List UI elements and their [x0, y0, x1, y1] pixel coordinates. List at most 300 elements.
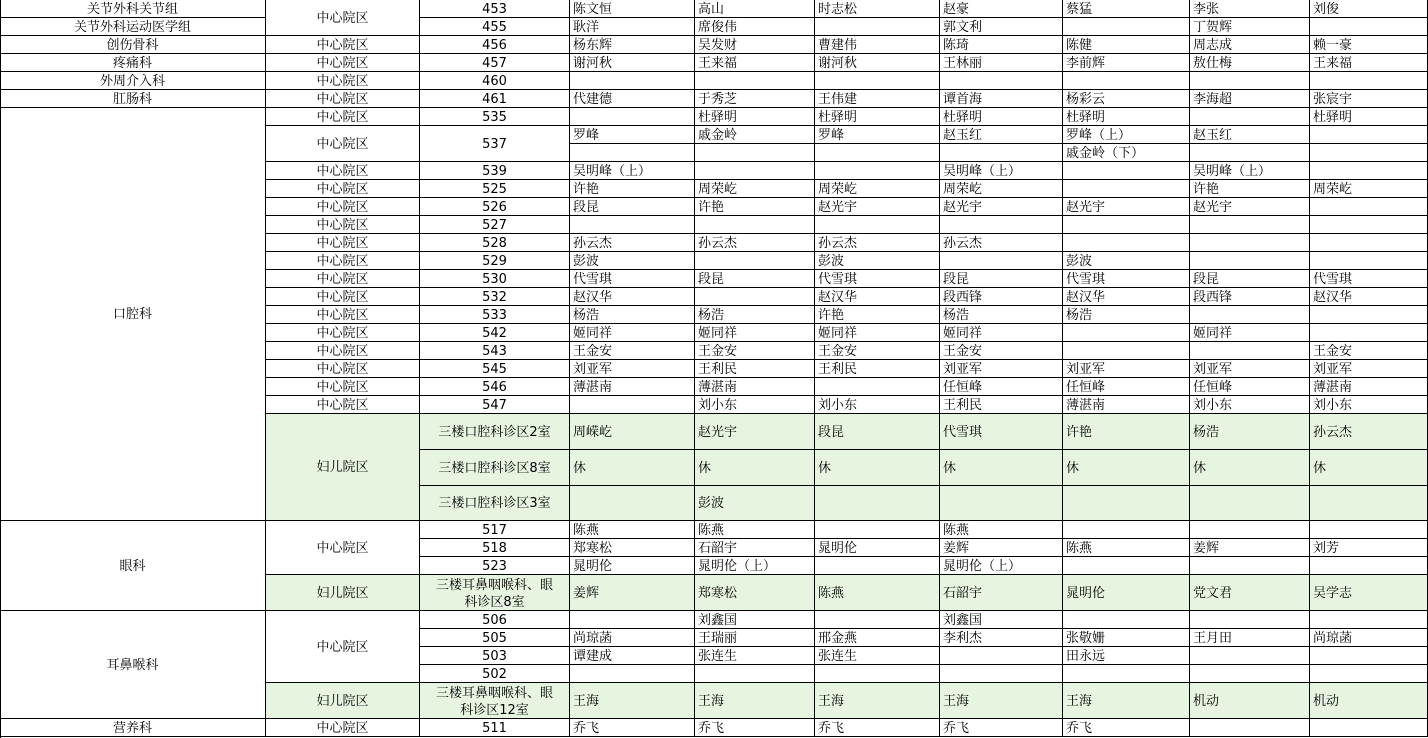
department-cell[interactable]	[0, 90, 266, 108]
doctor-cell[interactable]	[1310, 108, 1428, 126]
doctor-cell[interactable]	[1190, 360, 1310, 378]
doctor-cell[interactable]	[940, 108, 1063, 126]
campus-cell[interactable]	[266, 0, 420, 36]
doctor-cell[interactable]	[570, 521, 695, 539]
doctor-cell[interactable]	[1063, 378, 1190, 396]
doctor-cell[interactable]	[1063, 575, 1190, 611]
doctor-cell[interactable]	[695, 360, 815, 378]
doctor-cell[interactable]	[695, 126, 815, 144]
doctor-cell[interactable]	[1190, 234, 1310, 252]
campus-cell[interactable]	[266, 575, 420, 611]
doctor-cell[interactable]	[940, 234, 1063, 252]
doctor-cell[interactable]	[1310, 611, 1428, 629]
doctor-cell[interactable]	[695, 342, 815, 360]
room-cell[interactable]	[420, 665, 570, 683]
doctor-cell[interactable]	[1310, 719, 1428, 737]
doctor-cell[interactable]	[1190, 324, 1310, 342]
doctor-cell[interactable]	[695, 557, 815, 575]
doctor-cell[interactable]	[815, 234, 940, 252]
doctor-cell[interactable]	[1063, 521, 1190, 539]
doctor-cell[interactable]	[1190, 36, 1310, 54]
doctor-cell[interactable]	[1190, 126, 1310, 144]
doctor-cell[interactable]	[1190, 0, 1310, 18]
doctor-cell[interactable]	[570, 539, 695, 557]
doctor-cell[interactable]	[1310, 629, 1428, 647]
department-cell[interactable]	[0, 54, 266, 72]
doctor-cell[interactable]	[695, 270, 815, 288]
doctor-cell[interactable]	[1190, 144, 1310, 162]
doctor-cell[interactable]	[815, 108, 940, 126]
room-cell[interactable]	[420, 54, 570, 72]
doctor-cell[interactable]	[1063, 342, 1190, 360]
doctor-cell[interactable]	[1063, 72, 1190, 90]
doctor-cell[interactable]	[940, 54, 1063, 72]
department-cell[interactable]	[0, 72, 266, 90]
doctor-cell[interactable]	[815, 629, 940, 647]
doctor-cell[interactable]	[570, 126, 695, 144]
doctor-cell[interactable]	[1063, 683, 1190, 719]
doctor-cell[interactable]	[1063, 54, 1190, 72]
doctor-cell[interactable]	[570, 324, 695, 342]
doctor-cell[interactable]	[815, 90, 940, 108]
doctor-cell[interactable]	[1310, 306, 1428, 324]
doctor-cell[interactable]	[940, 486, 1063, 521]
doctor-cell[interactable]	[815, 611, 940, 629]
doctor-cell[interactable]	[570, 144, 695, 162]
department-cell[interactable]	[0, 18, 266, 36]
doctor-cell[interactable]	[1190, 270, 1310, 288]
doctor-cell[interactable]	[815, 575, 940, 611]
doctor-cell[interactable]	[940, 0, 1063, 18]
room-cell[interactable]	[420, 270, 570, 288]
doctor-cell[interactable]	[570, 108, 695, 126]
doctor-cell[interactable]	[570, 0, 695, 18]
campus-cell[interactable]	[266, 719, 420, 737]
doctor-cell[interactable]	[570, 198, 695, 216]
room-cell[interactable]	[420, 647, 570, 665]
doctor-cell[interactable]	[1190, 108, 1310, 126]
doctor-cell[interactable]	[570, 18, 695, 36]
doctor-cell[interactable]	[1063, 665, 1190, 683]
department-cell[interactable]	[0, 521, 266, 611]
doctor-cell[interactable]	[695, 54, 815, 72]
doctor-cell[interactable]	[695, 180, 815, 198]
doctor-cell[interactable]	[1063, 162, 1190, 180]
doctor-cell[interactable]	[1190, 575, 1310, 611]
doctor-cell[interactable]	[1310, 288, 1428, 306]
doctor-cell[interactable]	[1063, 18, 1190, 36]
doctor-cell[interactable]	[1063, 629, 1190, 647]
doctor-cell[interactable]	[570, 252, 695, 270]
doctor-cell[interactable]	[1310, 0, 1428, 18]
campus-cell[interactable]	[266, 360, 420, 378]
doctor-cell[interactable]	[815, 216, 940, 234]
doctor-cell[interactable]	[940, 252, 1063, 270]
campus-cell[interactable]	[266, 306, 420, 324]
doctor-cell[interactable]	[1190, 198, 1310, 216]
room-cell[interactable]	[420, 324, 570, 342]
doctor-cell[interactable]	[695, 575, 815, 611]
doctor-cell[interactable]	[1310, 539, 1428, 557]
room-cell[interactable]	[420, 90, 570, 108]
doctor-cell[interactable]	[1310, 54, 1428, 72]
doctor-cell[interactable]	[940, 342, 1063, 360]
campus-cell[interactable]	[266, 378, 420, 396]
doctor-cell[interactable]	[695, 18, 815, 36]
doctor-cell[interactable]	[1063, 180, 1190, 198]
doctor-cell[interactable]	[695, 486, 815, 521]
doctor-cell[interactable]	[695, 36, 815, 54]
doctor-cell[interactable]	[695, 0, 815, 18]
doctor-cell[interactable]	[815, 450, 940, 486]
doctor-cell[interactable]	[940, 557, 1063, 575]
doctor-cell[interactable]	[1310, 665, 1428, 683]
doctor-cell[interactable]	[1063, 557, 1190, 575]
room-cell[interactable]	[420, 216, 570, 234]
doctor-cell[interactable]	[570, 342, 695, 360]
campus-cell[interactable]	[266, 252, 420, 270]
doctor-cell[interactable]	[1310, 414, 1428, 450]
campus-cell[interactable]	[266, 72, 420, 90]
room-cell[interactable]	[420, 234, 570, 252]
doctor-cell[interactable]	[695, 450, 815, 486]
doctor-cell[interactable]	[570, 683, 695, 719]
doctor-cell[interactable]	[1063, 270, 1190, 288]
campus-cell[interactable]	[266, 126, 420, 162]
doctor-cell[interactable]	[1310, 647, 1428, 665]
doctor-cell[interactable]	[570, 575, 695, 611]
doctor-cell[interactable]	[1310, 378, 1428, 396]
doctor-cell[interactable]	[1190, 557, 1310, 575]
room-cell[interactable]	[420, 72, 570, 90]
doctor-cell[interactable]	[940, 144, 1063, 162]
doctor-cell[interactable]	[940, 378, 1063, 396]
doctor-cell[interactable]	[570, 629, 695, 647]
doctor-cell[interactable]	[940, 36, 1063, 54]
doctor-cell[interactable]	[1190, 450, 1310, 486]
doctor-cell[interactable]	[1190, 539, 1310, 557]
doctor-cell[interactable]	[1310, 396, 1428, 414]
doctor-cell[interactable]	[940, 198, 1063, 216]
room-cell[interactable]	[420, 108, 570, 126]
doctor-cell[interactable]	[570, 36, 695, 54]
doctor-cell[interactable]	[1063, 450, 1190, 486]
doctor-cell[interactable]	[695, 629, 815, 647]
doctor-cell[interactable]	[815, 162, 940, 180]
doctor-cell[interactable]	[570, 450, 695, 486]
doctor-cell[interactable]	[1190, 342, 1310, 360]
doctor-cell[interactable]	[1310, 126, 1428, 144]
doctor-cell[interactable]	[1063, 288, 1190, 306]
doctor-cell[interactable]	[570, 378, 695, 396]
doctor-cell[interactable]	[570, 180, 695, 198]
room-cell[interactable]	[420, 629, 570, 647]
doctor-cell[interactable]	[1310, 683, 1428, 719]
doctor-cell[interactable]	[1190, 683, 1310, 719]
campus-cell[interactable]	[266, 324, 420, 342]
doctor-cell[interactable]	[1190, 396, 1310, 414]
doctor-cell[interactable]	[1190, 665, 1310, 683]
doctor-cell[interactable]	[1190, 180, 1310, 198]
doctor-cell[interactable]	[695, 252, 815, 270]
room-cell[interactable]	[420, 306, 570, 324]
campus-cell[interactable]	[266, 54, 420, 72]
room-cell[interactable]	[420, 36, 570, 54]
doctor-cell[interactable]	[695, 198, 815, 216]
doctor-cell[interactable]	[940, 180, 1063, 198]
doctor-cell[interactable]	[940, 414, 1063, 450]
campus-cell[interactable]	[266, 216, 420, 234]
doctor-cell[interactable]	[695, 396, 815, 414]
doctor-cell[interactable]	[940, 90, 1063, 108]
doctor-cell[interactable]	[1063, 126, 1190, 144]
doctor-cell[interactable]	[815, 683, 940, 719]
campus-cell[interactable]	[266, 414, 420, 521]
doctor-cell[interactable]	[695, 719, 815, 737]
doctor-cell[interactable]	[815, 198, 940, 216]
doctor-cell[interactable]	[1190, 414, 1310, 450]
doctor-cell[interactable]	[570, 270, 695, 288]
room-cell[interactable]	[420, 342, 570, 360]
room-cell[interactable]	[420, 719, 570, 737]
campus-cell[interactable]	[266, 683, 420, 719]
doctor-cell[interactable]	[1190, 647, 1310, 665]
doctor-cell[interactable]	[1063, 36, 1190, 54]
campus-cell[interactable]	[266, 198, 420, 216]
doctor-cell[interactable]	[815, 539, 940, 557]
campus-cell[interactable]	[266, 342, 420, 360]
doctor-cell[interactable]	[940, 396, 1063, 414]
doctor-cell[interactable]	[1190, 162, 1310, 180]
doctor-cell[interactable]	[695, 665, 815, 683]
doctor-cell[interactable]	[1190, 611, 1310, 629]
doctor-cell[interactable]	[815, 36, 940, 54]
doctor-cell[interactable]	[1190, 719, 1310, 737]
doctor-cell[interactable]	[695, 324, 815, 342]
doctor-cell[interactable]	[940, 324, 1063, 342]
room-cell[interactable]	[420, 575, 570, 611]
doctor-cell[interactable]	[1310, 180, 1428, 198]
doctor-cell[interactable]	[570, 216, 695, 234]
doctor-cell[interactable]	[940, 18, 1063, 36]
doctor-cell[interactable]	[1063, 414, 1190, 450]
doctor-cell[interactable]	[1063, 0, 1190, 18]
room-cell[interactable]	[420, 198, 570, 216]
doctor-cell[interactable]	[1310, 342, 1428, 360]
room-cell[interactable]	[420, 18, 570, 36]
campus-cell[interactable]	[266, 288, 420, 306]
doctor-cell[interactable]	[1310, 521, 1428, 539]
doctor-cell[interactable]	[815, 54, 940, 72]
doctor-cell[interactable]	[1310, 360, 1428, 378]
room-cell[interactable]	[420, 450, 570, 486]
doctor-cell[interactable]	[1310, 72, 1428, 90]
doctor-cell[interactable]	[815, 144, 940, 162]
campus-cell[interactable]	[266, 180, 420, 198]
doctor-cell[interactable]	[570, 486, 695, 521]
doctor-cell[interactable]	[815, 557, 940, 575]
doctor-cell[interactable]	[570, 162, 695, 180]
room-cell[interactable]	[420, 0, 570, 18]
doctor-cell[interactable]	[695, 144, 815, 162]
doctor-cell[interactable]	[940, 683, 1063, 719]
doctor-cell[interactable]	[1310, 252, 1428, 270]
doctor-cell[interactable]	[570, 414, 695, 450]
doctor-cell[interactable]	[695, 72, 815, 90]
doctor-cell[interactable]	[815, 396, 940, 414]
room-cell[interactable]	[420, 396, 570, 414]
doctor-cell[interactable]	[940, 719, 1063, 737]
doctor-cell[interactable]	[1190, 288, 1310, 306]
doctor-cell[interactable]	[695, 414, 815, 450]
doctor-cell[interactable]	[815, 288, 940, 306]
department-cell[interactable]	[0, 719, 266, 737]
doctor-cell[interactable]	[940, 665, 1063, 683]
doctor-cell[interactable]	[695, 234, 815, 252]
doctor-cell[interactable]	[570, 647, 695, 665]
doctor-cell[interactable]	[1063, 360, 1190, 378]
doctor-cell[interactable]	[815, 126, 940, 144]
doctor-cell[interactable]	[1310, 324, 1428, 342]
campus-cell[interactable]	[266, 521, 420, 575]
doctor-cell[interactable]	[1190, 252, 1310, 270]
doctor-cell[interactable]	[815, 378, 940, 396]
room-cell[interactable]	[420, 683, 570, 719]
doctor-cell[interactable]	[1310, 198, 1428, 216]
campus-cell[interactable]	[266, 36, 420, 54]
doctor-cell[interactable]	[815, 324, 940, 342]
doctor-cell[interactable]	[695, 378, 815, 396]
doctor-cell[interactable]	[1190, 90, 1310, 108]
room-cell[interactable]	[420, 486, 570, 521]
doctor-cell[interactable]	[1310, 486, 1428, 521]
doctor-cell[interactable]	[1310, 90, 1428, 108]
doctor-cell[interactable]	[940, 126, 1063, 144]
doctor-cell[interactable]	[1310, 216, 1428, 234]
doctor-cell[interactable]	[1063, 647, 1190, 665]
doctor-cell[interactable]	[1310, 144, 1428, 162]
doctor-cell[interactable]	[695, 521, 815, 539]
campus-cell[interactable]	[266, 162, 420, 180]
doctor-cell[interactable]	[1190, 378, 1310, 396]
doctor-cell[interactable]	[570, 611, 695, 629]
doctor-cell[interactable]	[1310, 36, 1428, 54]
room-cell[interactable]	[420, 539, 570, 557]
department-cell[interactable]	[0, 36, 266, 54]
department-cell[interactable]	[0, 108, 266, 521]
doctor-cell[interactable]	[695, 90, 815, 108]
room-cell[interactable]	[420, 557, 570, 575]
doctor-cell[interactable]	[1063, 198, 1190, 216]
doctor-cell[interactable]	[940, 288, 1063, 306]
doctor-cell[interactable]	[1063, 306, 1190, 324]
room-cell[interactable]	[420, 162, 570, 180]
doctor-cell[interactable]	[695, 306, 815, 324]
department-cell[interactable]	[0, 611, 266, 719]
doctor-cell[interactable]	[570, 72, 695, 90]
doctor-cell[interactable]	[570, 396, 695, 414]
doctor-cell[interactable]	[570, 360, 695, 378]
doctor-cell[interactable]	[1063, 324, 1190, 342]
doctor-cell[interactable]	[815, 180, 940, 198]
doctor-cell[interactable]	[940, 521, 1063, 539]
doctor-cell[interactable]	[1063, 396, 1190, 414]
doctor-cell[interactable]	[1063, 611, 1190, 629]
doctor-cell[interactable]	[940, 647, 1063, 665]
doctor-cell[interactable]	[815, 719, 940, 737]
campus-cell[interactable]	[266, 108, 420, 126]
doctor-cell[interactable]	[570, 557, 695, 575]
room-cell[interactable]	[420, 126, 570, 162]
doctor-cell[interactable]	[815, 486, 940, 521]
doctor-cell[interactable]	[940, 216, 1063, 234]
doctor-cell[interactable]	[940, 611, 1063, 629]
doctor-cell[interactable]	[570, 90, 695, 108]
doctor-cell[interactable]	[695, 288, 815, 306]
doctor-cell[interactable]	[815, 647, 940, 665]
room-cell[interactable]	[420, 360, 570, 378]
doctor-cell[interactable]	[1063, 486, 1190, 521]
doctor-cell[interactable]	[1190, 72, 1310, 90]
doctor-cell[interactable]	[1190, 54, 1310, 72]
doctor-cell[interactable]	[570, 288, 695, 306]
campus-cell[interactable]	[266, 234, 420, 252]
doctor-cell[interactable]	[1190, 216, 1310, 234]
room-cell[interactable]	[420, 378, 570, 396]
doctor-cell[interactable]	[1190, 306, 1310, 324]
doctor-cell[interactable]	[1063, 144, 1190, 162]
doctor-cell[interactable]	[815, 414, 940, 450]
room-cell[interactable]	[420, 414, 570, 450]
doctor-cell[interactable]	[1310, 162, 1428, 180]
doctor-cell[interactable]	[815, 270, 940, 288]
campus-cell[interactable]	[266, 611, 420, 683]
doctor-cell[interactable]	[695, 647, 815, 665]
room-cell[interactable]	[420, 252, 570, 270]
doctor-cell[interactable]	[940, 539, 1063, 557]
doctor-cell[interactable]	[815, 360, 940, 378]
doctor-cell[interactable]	[570, 234, 695, 252]
doctor-cell[interactable]	[940, 306, 1063, 324]
campus-cell[interactable]	[266, 396, 420, 414]
campus-cell[interactable]	[266, 270, 420, 288]
doctor-cell[interactable]	[1310, 575, 1428, 611]
doctor-cell[interactable]	[940, 270, 1063, 288]
doctor-cell[interactable]	[695, 539, 815, 557]
doctor-cell[interactable]	[695, 683, 815, 719]
doctor-cell[interactable]	[1063, 234, 1190, 252]
room-cell[interactable]	[420, 611, 570, 629]
doctor-cell[interactable]	[1063, 90, 1190, 108]
doctor-cell[interactable]	[815, 306, 940, 324]
doctor-cell[interactable]	[1063, 216, 1190, 234]
room-cell[interactable]	[420, 180, 570, 198]
doctor-cell[interactable]	[695, 108, 815, 126]
doctor-cell[interactable]	[815, 665, 940, 683]
doctor-cell[interactable]	[695, 162, 815, 180]
department-cell[interactable]	[0, 0, 266, 18]
doctor-cell[interactable]	[940, 72, 1063, 90]
doctor-cell[interactable]	[1190, 18, 1310, 36]
campus-cell[interactable]	[266, 90, 420, 108]
doctor-cell[interactable]	[695, 611, 815, 629]
doctor-cell[interactable]	[570, 306, 695, 324]
room-cell[interactable]	[420, 288, 570, 306]
doctor-cell[interactable]	[1310, 234, 1428, 252]
doctor-cell[interactable]	[815, 72, 940, 90]
doctor-cell[interactable]	[695, 216, 815, 234]
doctor-cell[interactable]	[815, 252, 940, 270]
